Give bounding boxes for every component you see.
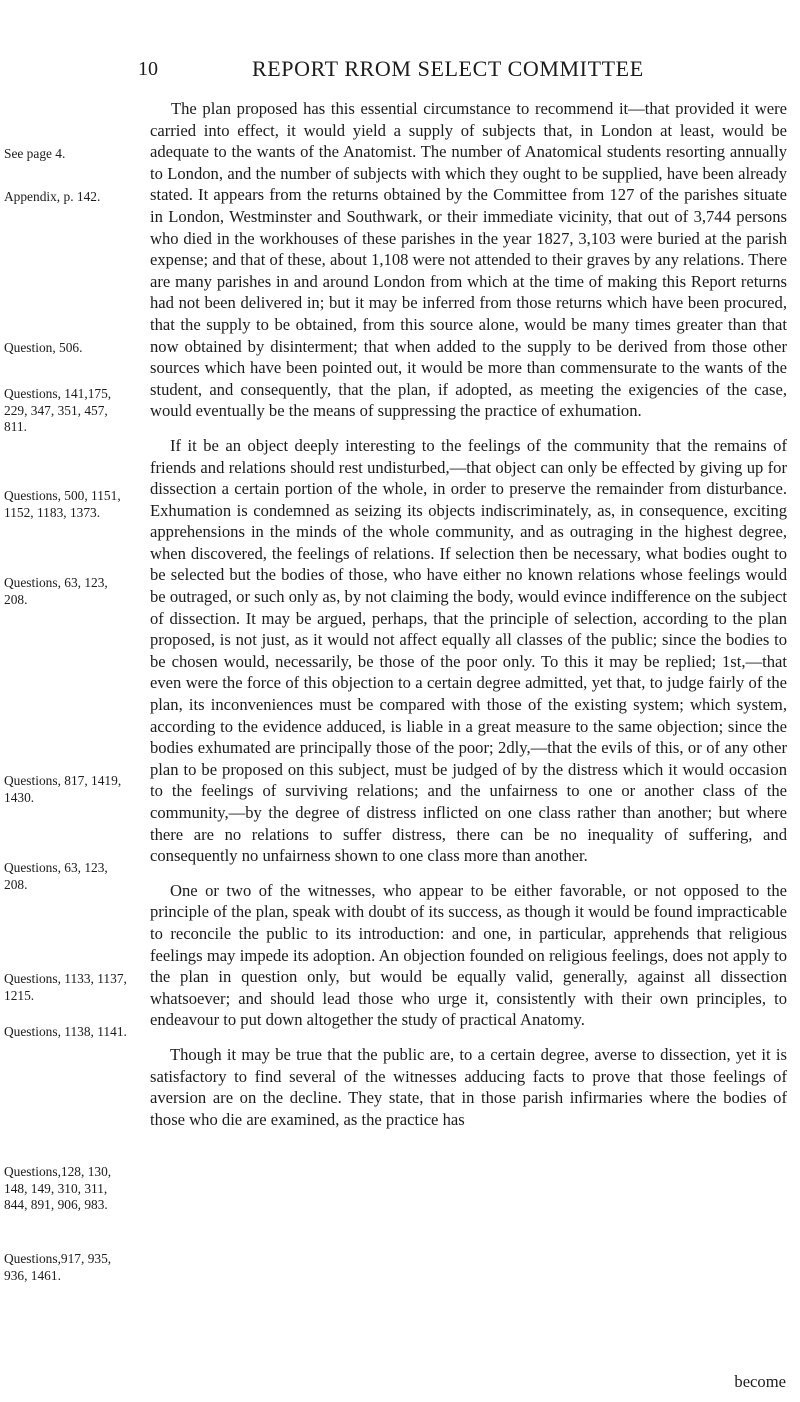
body-text	[150, 98, 787, 1143]
margin-notes	[0, 0, 135, 1402]
paragraph: If it be an object deeply interesting to the feelings of the community that the remains of friends and relations should rest undisturbed,—that object can only be effected by giving up for dissection a certain portion of the whole, in order to preserve the remainder from disturbance. Exhumation is condemned as seizing its objects indiscriminately, as, in consequence, exciting apprehensions in the minds of the whole community, and as outraging in the highest degree, when discovered, the feelings of relations. If selection then be necessary, what bodies ought to be selected but the bodies of those, who have either no known relations whose feelings would be outraged, or such only as, by not claiming the body, would evince indifference on the subject of dissection. It may be argued, perhaps, that the principle of selection, according to the plan proposed, is not just, as it would not affect equally all classes of the public; since the bodies to be chosen would, necessarily, be those of the poor only. To this it may be replied; 1st,—that even were the force of this objection to a certain degree admitted, yet that, to judge fairly of the plan, its inconveniences must be compared with those of the existing system; which system, according to the evidence adduced, is liable in a great measure to the same objection; since the bodies exhumated are principally those of the poor; 2dly,—that the evils of this, or of any other plan to be proposed on this subject, must be judged of by the distress which it would occasion to the feelings of surviving relations; and the unfairness to one or another class of the community,—by the degree of distress inflicted on one class rather than another; but where there are no relations to suffer distress, there can be no inequality of suffering, and consequently no unfairness shown to one class more than another.	[150, 435, 787, 866]
margin-note: Questions, 817, 1419, 1430.	[4, 773, 122, 805]
margin-note: Questions,128, 130, 148, 149, 310, 311, 844, 891, 906, 983.	[4, 1164, 112, 1213]
margin-note: Questions,917, 935, 936, 1461.	[4, 1251, 112, 1283]
margin-note: Questions, 63, 123, 208.	[4, 575, 108, 607]
margin-note: Questions, 1133, 1137, 1215.	[4, 971, 127, 1003]
paragraph: One or two of the witnesses, who appear to be either favorable, or not opposed to the principle of the plan, speak with doubt of its success, as though it would be found impracticable to reconcile the public to its introduction: and one, in particular, apprehends that religious feelings may impede its adoption. An objection founded on religious feelings, does not apply to the plan in question only, but would be equally valid, generally, against all dissection whatsoever; and should lead those who urge it, consistently with their own principles, to endeavour to put down altogether the study of practical Anatomy.	[150, 880, 787, 1030]
paragraph: The plan proposed has this essential circumstance to recommend it—that provided it were carried into effect, it would yield a supply of subjects that, in London at least, would be adequate to the wants of the Anatomist. The number of Anatomical students resorting annually to London, and the number of subjects with which they ought to be supplied, have been already stated. It appears from the returns obtained by the Committee from 127 of the parishes situate in London, Westminster and Southwark, or their immediate vicinity, that out of 3,744 persons who died in the workhouses of these parishes in the year 1827, 3,103 were buried at the parish expense; and that of these, about 1,108 were not attended to their graves by any relations. There are many parishes in and around London from which at the time of making this Report returns had not been delivered in; but it may be inferred from those returns which have been procured, that the supply to be obtained, from this source alone, would be many times greater than that now obtained by disinterment; that when added to the supply to be derived from those other sources which have been pointed out, it would be more than commensurate to the wants of the student, and consequently, that the plan, if adopted, as meeting the exigencies of the case, would eventually be the means of suppressing the practice of exhumation.	[150, 99, 787, 421]
page-number: 10	[138, 58, 158, 80]
catchword: become	[734, 1372, 786, 1391]
margin-note: Questions, 63, 123, 208.	[4, 860, 108, 892]
margin-note: Appendix, p. 142.	[4, 189, 101, 204]
paragraph: Though it may be true that the public are, to a certain degree, averse to dissection, yet it is satisfactory to find several of the witnesses adducing facts to prove that those feelings of aversion are on the decline. They state, that in those parish infirmaries where the bodies of those who die are examined, as the practice has	[150, 1044, 787, 1129]
margin-note: Question, 506.	[4, 340, 83, 355]
margin-note: See page 4.	[4, 146, 66, 161]
running-head: REPORT RROM SELECT COMMITTEE	[252, 56, 644, 81]
margin-note: Questions, 1138, 1141.	[4, 1024, 127, 1039]
margin-note: Questions, 141,175, 229, 347, 351, 457, 811.	[4, 386, 112, 435]
margin-note: Questions, 500, 1151, 1152, 1183, 1373.	[4, 488, 121, 520]
